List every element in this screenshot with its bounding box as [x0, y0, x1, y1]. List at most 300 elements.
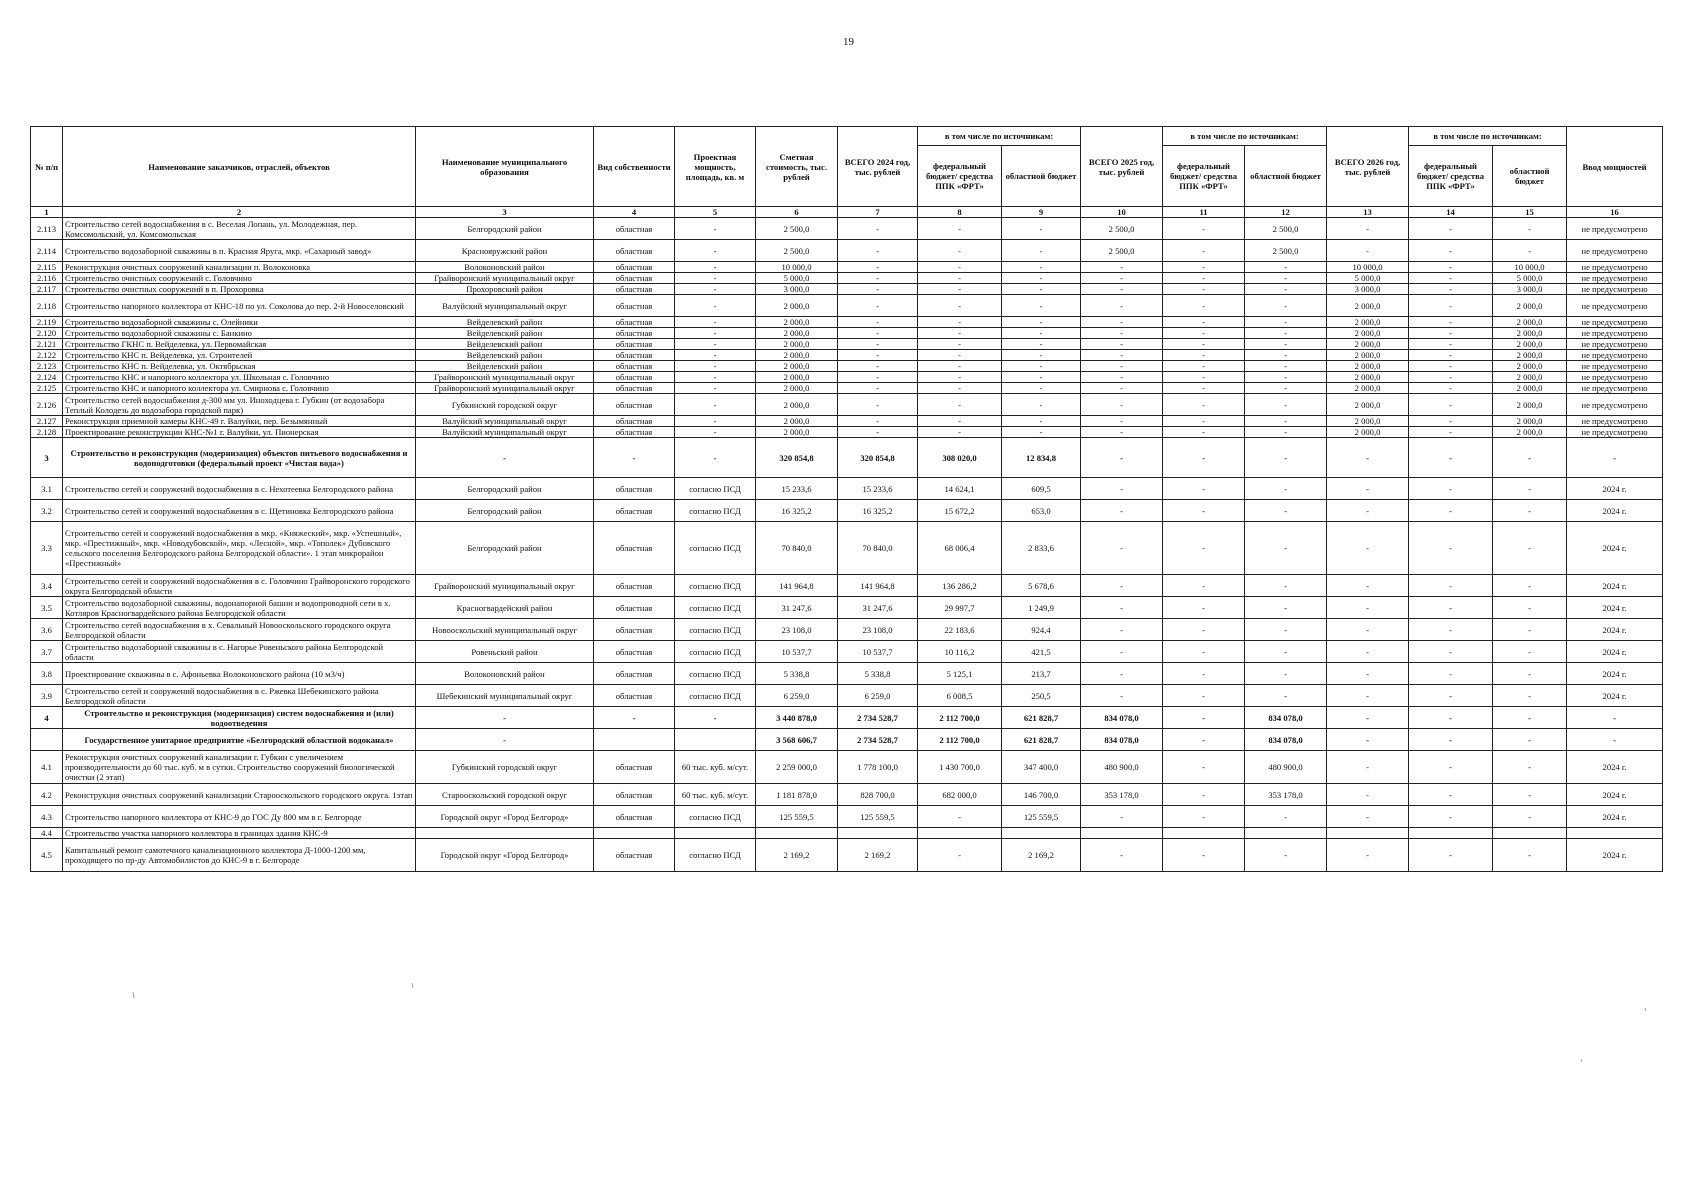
cell-municipality: Красногвардейский район	[416, 597, 594, 619]
cell-federal-2024: 1 430 700,0	[918, 751, 1002, 784]
cell-estimate-cost: 3 000,0	[756, 284, 838, 295]
table-row	[31, 784, 1663, 806]
cell-row-number: 3.9	[31, 685, 63, 707]
cell-regional-2026: -	[1493, 685, 1567, 707]
cell-total-2026: -	[1327, 478, 1409, 500]
cell-regional-2026: -	[1493, 619, 1567, 641]
cell-ownership: областная	[594, 372, 675, 383]
cell-federal-2024: -	[918, 262, 1002, 273]
cell-total-2026: -	[1327, 751, 1409, 784]
cell-estimate-cost: 23 108,0	[756, 619, 838, 641]
cell-total-2025: -	[1081, 641, 1163, 663]
cell-total-2026: -	[1327, 619, 1409, 641]
column-number: 16	[1567, 207, 1663, 218]
header-regional-2026: областной бюджет	[1493, 146, 1567, 207]
cell-total-2025: -	[1081, 339, 1163, 350]
cell-estimate-cost: 125 559,5	[756, 806, 838, 828]
cell-total-2026: -	[1327, 729, 1409, 751]
cell-total-2025: -	[1081, 273, 1163, 284]
cell-capacity	[675, 729, 756, 751]
cell-federal-2024: -	[918, 284, 1002, 295]
table-row	[31, 500, 1663, 522]
cell-regional-2026	[1493, 828, 1567, 839]
cell-total-2024: -	[838, 361, 918, 372]
table-row	[31, 295, 1663, 317]
cell-capacity: согласно ПСД	[675, 478, 756, 500]
cell-municipality: Губкинский городской округ	[416, 394, 594, 416]
cell-municipality: Грайворонский муниципальный округ	[416, 383, 594, 394]
cell-estimate-cost: 3 568 606,7	[756, 729, 838, 751]
cell-commissioning: не предусмотрено	[1567, 361, 1663, 372]
cell-regional-2025: 834 078,0	[1245, 729, 1327, 751]
cell-regional-2025: -	[1245, 478, 1327, 500]
cell-regional-2024: 924,4	[1002, 619, 1081, 641]
cell-capacity: согласно ПСД	[675, 522, 756, 575]
cell-object-name: Строительство сетей и сооружений водоснабжения в с. Головчино Грайворонского городского округа Белгородской области	[63, 575, 416, 597]
cell-commissioning: не предусмотрено	[1567, 273, 1663, 284]
cell-municipality: Валуйский муниципальный округ	[416, 295, 594, 317]
cell-federal-2025: -	[1163, 438, 1245, 478]
cell-object-name: Реконструкция приемной камеры КНС-49 г. Валуйки, пер. Безымянный	[63, 416, 416, 427]
cell-row-number: 4.4	[31, 828, 63, 839]
cell-federal-2024: -	[918, 339, 1002, 350]
cell-federal-2026	[1409, 828, 1493, 839]
cell-regional-2024: 12 834,8	[1002, 438, 1081, 478]
cell-row-number: 2.114	[31, 240, 63, 262]
header-sources-2026: в том числе по источникам:	[1409, 127, 1567, 146]
cell-total-2024: -	[838, 317, 918, 328]
cell-ownership: областная	[594, 218, 675, 240]
column-number: 9	[1002, 207, 1081, 218]
cell-ownership: областная	[594, 317, 675, 328]
column-number: 13	[1327, 207, 1409, 218]
cell-total-2026: -	[1327, 707, 1409, 729]
cell-object-name: Проектирование скважины в с. Афоньевка Волоконовского района (10 м3/ч)	[63, 663, 416, 685]
cell-total-2025: -	[1081, 575, 1163, 597]
cell-ownership: областная	[594, 361, 675, 372]
cell-commissioning: 2024 г.	[1567, 751, 1663, 784]
cell-total-2026: 2 000,0	[1327, 339, 1409, 350]
table-row	[31, 218, 1663, 240]
cell-regional-2024: -	[1002, 262, 1081, 273]
cell-ownership: областная	[594, 328, 675, 339]
header-federal-2026: федеральный бюджет/ средства ППК «ФРТ»	[1409, 146, 1493, 207]
cell-federal-2026: -	[1409, 707, 1493, 729]
cell-regional-2026: 2 000,0	[1493, 317, 1567, 328]
cell-total-2024: 828 700,0	[838, 784, 918, 806]
header-municipality: Наименование муниципального образования	[416, 127, 594, 207]
cell-total-2025: -	[1081, 372, 1163, 383]
cell-federal-2026: -	[1409, 218, 1493, 240]
cell-capacity: -	[675, 361, 756, 372]
cell-total-2025: 353 178,0	[1081, 784, 1163, 806]
cell-total-2024: 15 233,6	[838, 478, 918, 500]
header-estimate: Сметная стоимость, тыс. рублей	[756, 127, 838, 207]
cell-regional-2025: -	[1245, 839, 1327, 872]
header-commissioning: Ввод мощностей	[1567, 127, 1663, 207]
cell-commissioning: не предусмотрено	[1567, 394, 1663, 416]
cell-row-number: 3.5	[31, 597, 63, 619]
cell-total-2024: 23 108,0	[838, 619, 918, 641]
cell-total-2026: -	[1327, 438, 1409, 478]
cell-regional-2024	[1002, 828, 1081, 839]
cell-regional-2024: 213,7	[1002, 663, 1081, 685]
cell-commissioning: не предусмотрено	[1567, 218, 1663, 240]
cell-federal-2026: -	[1409, 619, 1493, 641]
cell-ownership: областная	[594, 575, 675, 597]
cell-regional-2025: -	[1245, 416, 1327, 427]
cell-object-name: Строительство сетей и сооружений водоснабжения в мкр. «Княжеский», мкр. «Успешный», мкр. «Престижный», мкр. «Новодубовской», мкр. «Лесной», мкр. «Тополек» Дубовского сельского поселения Белгородского района Белгородской области». 1 этап микрорайон «Престижный»	[63, 522, 416, 575]
investment-table	[30, 126, 1663, 872]
column-number: 7	[838, 207, 918, 218]
cell-total-2024: 5 338,8	[838, 663, 918, 685]
cell-regional-2024: 146 700,0	[1002, 784, 1081, 806]
cell-regional-2025: -	[1245, 295, 1327, 317]
cell-object-name: Строительство сетей водоснабжения в х. Севальный Новооскольского городского округа Белгородской области	[63, 619, 416, 641]
cell-estimate-cost: 31 247,6	[756, 597, 838, 619]
cell-regional-2026: 5 000,0	[1493, 273, 1567, 284]
table-row	[31, 839, 1663, 872]
scan-speck	[1645, 1008, 1646, 1011]
cell-row-number: 2.116	[31, 273, 63, 284]
cell-regional-2025: -	[1245, 383, 1327, 394]
cell-estimate-cost: 2 000,0	[756, 295, 838, 317]
cell-estimate-cost: 141 964,8	[756, 575, 838, 597]
cell-total-2026: 2 000,0	[1327, 295, 1409, 317]
cell-ownership: областная	[594, 295, 675, 317]
cell-total-2024: 31 247,6	[838, 597, 918, 619]
cell-regional-2026: -	[1493, 597, 1567, 619]
cell-total-2025: -	[1081, 383, 1163, 394]
cell-capacity: -	[675, 262, 756, 273]
cell-regional-2026: -	[1493, 478, 1567, 500]
header-capacity: Проектная мощность, площадь, кв. м	[675, 127, 756, 207]
cell-capacity: -	[675, 328, 756, 339]
cell-ownership: областная	[594, 685, 675, 707]
cell-estimate-cost: 2 000,0	[756, 317, 838, 328]
cell-regional-2026: -	[1493, 500, 1567, 522]
cell-total-2025: 2 500,0	[1081, 240, 1163, 262]
cell-commissioning: 2024 г.	[1567, 663, 1663, 685]
cell-federal-2025: -	[1163, 394, 1245, 416]
cell-regional-2026: 2 000,0	[1493, 416, 1567, 427]
cell-federal-2026: -	[1409, 575, 1493, 597]
cell-object-name: Строительство водозаборной скважины с. Олейники	[63, 317, 416, 328]
cell-federal-2026: -	[1409, 361, 1493, 372]
cell-regional-2025: -	[1245, 522, 1327, 575]
cell-total-2025: -	[1081, 478, 1163, 500]
cell-regional-2026: -	[1493, 575, 1567, 597]
cell-total-2024: -	[838, 383, 918, 394]
cell-total-2025: -	[1081, 500, 1163, 522]
cell-federal-2026: -	[1409, 328, 1493, 339]
cell-federal-2026: -	[1409, 339, 1493, 350]
cell-total-2025: 834 078,0	[1081, 729, 1163, 751]
cell-total-2024: 125 559,5	[838, 806, 918, 828]
cell-federal-2025: -	[1163, 641, 1245, 663]
cell-municipality: Городской округ «Город Белгород»	[416, 839, 594, 872]
cell-commissioning: -	[1567, 729, 1663, 751]
cell-total-2024: -	[838, 262, 918, 273]
cell-regional-2024: -	[1002, 394, 1081, 416]
cell-municipality: Волоконовский район	[416, 262, 594, 273]
column-number: 5	[675, 207, 756, 218]
cell-commissioning: 2024 г.	[1567, 522, 1663, 575]
cell-total-2026: -	[1327, 663, 1409, 685]
cell-federal-2024: -	[918, 806, 1002, 828]
cell-object-name: Строительство ГКНС п. Вейделевка, ул. Первомайская	[63, 339, 416, 350]
table-row	[31, 350, 1663, 361]
cell-ownership: областная	[594, 663, 675, 685]
cell-object-name: Строительство напорного коллектора от КНС-9 до ГОС Ду 800 мм в г. Белгороде	[63, 806, 416, 828]
table-row	[31, 597, 1663, 619]
cell-commissioning: не предусмотрено	[1567, 262, 1663, 273]
cell-federal-2025: -	[1163, 218, 1245, 240]
column-number: 8	[918, 207, 1002, 218]
cell-regional-2024: 421,5	[1002, 641, 1081, 663]
cell-object-name: Строительство сетей водоснабжения д-300 мм ул. Иноходцева г. Губкин (от водозабора Теплый Колодезь до водозабора городской парк)	[63, 394, 416, 416]
cell-estimate-cost: 10 000,0	[756, 262, 838, 273]
cell-federal-2026: -	[1409, 806, 1493, 828]
cell-total-2025: 480 900,0	[1081, 751, 1163, 784]
cell-regional-2026: 2 000,0	[1493, 350, 1567, 361]
cell-federal-2025: -	[1163, 350, 1245, 361]
cell-federal-2024: -	[918, 427, 1002, 438]
cell-estimate-cost: 2 500,0	[756, 218, 838, 240]
cell-object-name: Государственное унитарное предприятие «Белгородский областной водоканал»	[63, 729, 416, 751]
cell-total-2025: -	[1081, 416, 1163, 427]
cell-ownership: областная	[594, 839, 675, 872]
cell-regional-2024: -	[1002, 339, 1081, 350]
cell-row-number: 4.5	[31, 839, 63, 872]
header-federal-2024: федеральный бюджет/ средства ППК «ФРТ»	[918, 146, 1002, 207]
cell-total-2026: -	[1327, 240, 1409, 262]
cell-federal-2026: -	[1409, 295, 1493, 317]
header-object-name: Наименование заказчиков, отраслей, объектов	[63, 127, 416, 207]
cell-federal-2024: 14 624,1	[918, 478, 1002, 500]
cell-regional-2024: 621 828,7	[1002, 707, 1081, 729]
cell-ownership: областная	[594, 273, 675, 284]
cell-municipality: Краснояружский район	[416, 240, 594, 262]
cell-commissioning: 2024 г.	[1567, 784, 1663, 806]
cell-object-name: Строительство сетей и сооружений водоснабжения в с. Щетиновка Белгородского района	[63, 500, 416, 522]
cell-federal-2025: -	[1163, 839, 1245, 872]
cell-regional-2025: -	[1245, 427, 1327, 438]
cell-federal-2025: -	[1163, 317, 1245, 328]
cell-federal-2026: -	[1409, 597, 1493, 619]
cell-total-2025: -	[1081, 317, 1163, 328]
cell-row-number	[31, 729, 63, 751]
cell-regional-2024: 621 828,7	[1002, 729, 1081, 751]
cell-regional-2024: 2 169,2	[1002, 839, 1081, 872]
cell-capacity	[675, 828, 756, 839]
cell-federal-2025: -	[1163, 751, 1245, 784]
cell-federal-2024: 10 116,2	[918, 641, 1002, 663]
table-row	[31, 478, 1663, 500]
column-number: 6	[756, 207, 838, 218]
cell-regional-2025: -	[1245, 685, 1327, 707]
cell-federal-2026: -	[1409, 317, 1493, 328]
cell-federal-2025: -	[1163, 361, 1245, 372]
cell-commissioning: 2024 г.	[1567, 619, 1663, 641]
cell-federal-2025: -	[1163, 240, 1245, 262]
cell-object-name: Строительство напорного коллектора от КНС-18 по ул. Соколова до пер. 2-й Новоселовский	[63, 295, 416, 317]
cell-ownership: областная	[594, 427, 675, 438]
cell-row-number: 3.4	[31, 575, 63, 597]
cell-object-name: Строительство КНС и напорного коллектора ул. Школьная с. Головчино	[63, 372, 416, 383]
cell-estimate-cost: 2 000,0	[756, 361, 838, 372]
cell-total-2026: 2 000,0	[1327, 317, 1409, 328]
cell-row-number: 2.124	[31, 372, 63, 383]
cell-estimate-cost: 2 000,0	[756, 350, 838, 361]
cell-capacity: -	[675, 273, 756, 284]
cell-commissioning: не предусмотрено	[1567, 295, 1663, 317]
cell-total-2025: -	[1081, 427, 1163, 438]
cell-regional-2024: -	[1002, 350, 1081, 361]
cell-municipality: Белгородский район	[416, 218, 594, 240]
cell-federal-2025: -	[1163, 500, 1245, 522]
cell-regional-2025	[1245, 828, 1327, 839]
cell-federal-2024: -	[918, 317, 1002, 328]
cell-ownership: областная	[594, 784, 675, 806]
cell-total-2024: 2 734 528,7	[838, 729, 918, 751]
cell-total-2024: 2 734 528,7	[838, 707, 918, 729]
cell-total-2026: -	[1327, 575, 1409, 597]
cell-total-2025: -	[1081, 361, 1163, 372]
cell-federal-2025: -	[1163, 427, 1245, 438]
cell-total-2024: -	[838, 328, 918, 339]
table-row	[31, 806, 1663, 828]
cell-regional-2025: -	[1245, 619, 1327, 641]
cell-ownership: областная	[594, 262, 675, 273]
cell-municipality: Грайворонский муниципальный округ	[416, 575, 594, 597]
cell-total-2026	[1327, 828, 1409, 839]
cell-federal-2025: -	[1163, 262, 1245, 273]
cell-total-2026: -	[1327, 597, 1409, 619]
cell-object-name: Строительство очистных сооружений в п. Прохоровка	[63, 284, 416, 295]
table-row	[31, 383, 1663, 394]
cell-object-name: Строительство КНС п. Вейделевка, ул. Строителей	[63, 350, 416, 361]
cell-regional-2026: -	[1493, 218, 1567, 240]
cell-regional-2024: -	[1002, 317, 1081, 328]
cell-regional-2026: 2 000,0	[1493, 372, 1567, 383]
cell-regional-2024: -	[1002, 328, 1081, 339]
cell-total-2025: -	[1081, 597, 1163, 619]
cell-municipality: Белгородский район	[416, 500, 594, 522]
cell-total-2025: -	[1081, 394, 1163, 416]
cell-capacity: 60 тыс. куб. м/сут.	[675, 784, 756, 806]
cell-total-2026: 2 000,0	[1327, 427, 1409, 438]
table-header	[31, 127, 1663, 218]
table-row	[31, 394, 1663, 416]
cell-total-2024: 6 259,0	[838, 685, 918, 707]
cell-regional-2026: -	[1493, 751, 1567, 784]
cell-municipality: Вейделевский район	[416, 339, 594, 350]
cell-federal-2026: -	[1409, 839, 1493, 872]
cell-estimate-cost: 2 000,0	[756, 372, 838, 383]
cell-estimate-cost: 1 181 878,0	[756, 784, 838, 806]
cell-total-2024: -	[838, 350, 918, 361]
cell-total-2026: -	[1327, 522, 1409, 575]
cell-municipality: Губкинский городской округ	[416, 751, 594, 784]
header-ownership: Вид собственности	[594, 127, 675, 207]
cell-commissioning: не предусмотрено	[1567, 416, 1663, 427]
cell-regional-2025: -	[1245, 262, 1327, 273]
cell-total-2026: 2 000,0	[1327, 383, 1409, 394]
cell-capacity: согласно ПСД	[675, 806, 756, 828]
cell-federal-2026: -	[1409, 663, 1493, 685]
cell-total-2026: 5 000,0	[1327, 273, 1409, 284]
cell-estimate-cost: 320 854,8	[756, 438, 838, 478]
cell-federal-2024: -	[918, 295, 1002, 317]
cell-total-2024: -	[838, 416, 918, 427]
cell-object-name: Строительство водозаборной скважины с. Банкино	[63, 328, 416, 339]
cell-municipality: Новооскольский муниципальный округ	[416, 619, 594, 641]
cell-federal-2025: -	[1163, 806, 1245, 828]
cell-row-number: 3.1	[31, 478, 63, 500]
cell-federal-2025: -	[1163, 729, 1245, 751]
cell-estimate-cost: 2 500,0	[756, 240, 838, 262]
cell-federal-2026: -	[1409, 685, 1493, 707]
cell-regional-2025: -	[1245, 663, 1327, 685]
cell-capacity: -	[675, 427, 756, 438]
cell-total-2026: 2 000,0	[1327, 328, 1409, 339]
cell-regional-2024: -	[1002, 273, 1081, 284]
cell-total-2025: -	[1081, 806, 1163, 828]
cell-regional-2026: 2 000,0	[1493, 383, 1567, 394]
cell-commissioning: не предусмотрено	[1567, 372, 1663, 383]
cell-regional-2026: -	[1493, 522, 1567, 575]
cell-federal-2025: -	[1163, 597, 1245, 619]
cell-total-2026: -	[1327, 839, 1409, 872]
cell-object-name: Реконструкция очистных сооружений канализации п. Волоконовка	[63, 262, 416, 273]
cell-federal-2026: -	[1409, 751, 1493, 784]
cell-total-2025: 834 078,0	[1081, 707, 1163, 729]
cell-federal-2026: -	[1409, 284, 1493, 295]
cell-federal-2024: 682 000,0	[918, 784, 1002, 806]
table-row	[31, 663, 1663, 685]
cell-estimate-cost: 16 325,2	[756, 500, 838, 522]
cell-municipality: Белгородский район	[416, 478, 594, 500]
cell-object-name: Проектирование реконструкции КНС-№1 г. Валуйки, ул. Пионерская	[63, 427, 416, 438]
cell-row-number: 2.115	[31, 262, 63, 273]
cell-municipality: Старооскольский городской округ	[416, 784, 594, 806]
cell-regional-2025: 2 500,0	[1245, 218, 1327, 240]
cell-total-2024: -	[838, 218, 918, 240]
cell-municipality: Валуйский муниципальный округ	[416, 427, 594, 438]
cell-estimate-cost: 2 000,0	[756, 339, 838, 350]
cell-federal-2024: -	[918, 218, 1002, 240]
cell-object-name: Строительство водозаборной скважины, водонапорной башни и водопроводной сети в х. Котляров Красногвардейского района Белгородской области	[63, 597, 416, 619]
cell-commissioning: 2024 г.	[1567, 641, 1663, 663]
cell-capacity: -	[675, 218, 756, 240]
cell-regional-2025: 2 500,0	[1245, 240, 1327, 262]
cell-federal-2026: -	[1409, 240, 1493, 262]
cell-federal-2025: -	[1163, 478, 1245, 500]
cell-regional-2024: 2 833,6	[1002, 522, 1081, 575]
cell-total-2025: -	[1081, 284, 1163, 295]
cell-object-name: Реконструкция очистных сооружений канализации Старооскольского городского округа. 1этап	[63, 784, 416, 806]
column-number: 12	[1245, 207, 1327, 218]
cell-regional-2025: -	[1245, 372, 1327, 383]
cell-regional-2026: 2 000,0	[1493, 394, 1567, 416]
cell-ownership: областная	[594, 478, 675, 500]
cell-regional-2024: 125 559,5	[1002, 806, 1081, 828]
cell-row-number: 2.127	[31, 416, 63, 427]
cell-federal-2024: 2 112 700,0	[918, 707, 1002, 729]
cell-federal-2024: 6 008,5	[918, 685, 1002, 707]
header-sources-2024: в том числе по источникам:	[918, 127, 1081, 146]
